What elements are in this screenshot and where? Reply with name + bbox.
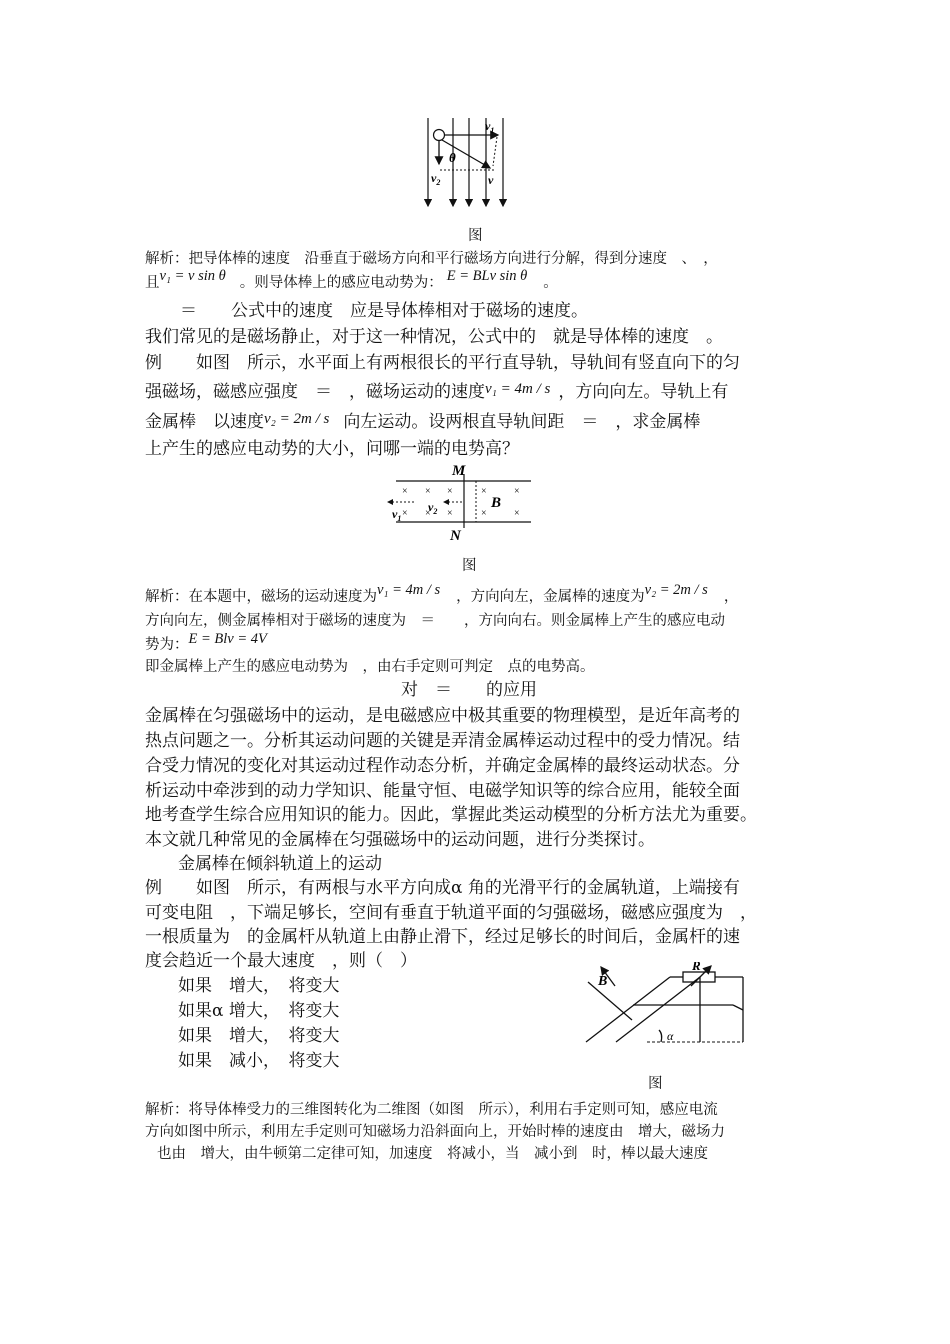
- fig3-B-label: B: [598, 974, 608, 989]
- formula-E-BLvsin: E = BLv sin θ: [446, 268, 528, 284]
- fig1-v1-label: $v_1$: [485, 119, 495, 135]
- fig2-v2-label: $v_2$: [428, 500, 438, 516]
- section-para-line-3: 合受力情况的变化对其运动过程作动态分析，并确定金属棒的最终运动状态。分: [145, 756, 740, 776]
- fig1-v-label: v: [488, 173, 494, 187]
- analysis3-line-3: 也由 增大，由牛顿第二定律可知，加速度 将减小，当 减小到 时，棒以最大速度: [157, 1146, 708, 1162]
- svg-text:×: ×: [447, 508, 453, 519]
- svg-text:×: ×: [425, 508, 431, 519]
- analysis2-line3: 势为：E = Blv = 4V: [145, 631, 267, 653]
- fig2-B-label: B: [491, 495, 502, 511]
- section-subheading: 金属棒在倾斜轨道上的运动: [178, 854, 382, 874]
- example2-line-4: 度会趋近一个最大速度 ，则（ ）: [145, 951, 417, 971]
- analysis2-line2: 方向向左，侧金属棒相对于磁场的速度为 ＝ ，方向向右。则金属棒上产生的感应电动: [145, 613, 725, 629]
- analysis2-line4: 即金属棒上产生的感应电动势为 ，由右手定则可判定 点的电势高。: [145, 659, 595, 675]
- example2-option-A: 如果 增大， 将变大: [178, 976, 340, 996]
- example2-line-3: 一根质量为 的金属杆从轨道上由静止滑下，经过足够长的时间后，金属杆的速: [145, 927, 740, 947]
- fig3-alpha-label: α: [667, 1029, 674, 1043]
- example1-line4: 上产生的感应电动势的大小，问哪一端的电势高？: [145, 439, 519, 459]
- analysis1-line1: 解析：把导体棒的速度 沿垂直于磁场方向和平行磁场方向进行分解，得到分速度 、 ，: [145, 251, 718, 267]
- figure-1-velocity-decomposition: [420, 116, 520, 212]
- example1-line2: 强磁场，磁感应强度 ＝ ，磁场运动的速度v₁ = 4m / s ，方向向左。导轨上有: [145, 381, 729, 402]
- formula-v1-vsin: v₁ = v sin θ: [159, 268, 226, 284]
- section-para-line-1: 金属棒在匀强磁场中的运动，是电磁感应中极其重要的物理模型，是近年高考的: [145, 706, 740, 726]
- analysis2-line1: 解析：在本题中，磁场的运动速度为v₁ = 4m / s ，方向向左，金属棒的速度为v₂ = 2m / s ，: [145, 582, 739, 605]
- fig3-R-label: R: [692, 962, 701, 973]
- fig2-M-label: M: [452, 463, 466, 479]
- section-heading: 对 ＝ 的应用: [401, 680, 537, 700]
- fig2-v1-label: $v_1$: [392, 507, 402, 523]
- svg-text:×: ×: [447, 486, 453, 497]
- section-para-line-5: 地考查学生综合应用知识的能力。因此，掌握此类运动模型的分析方法尤为重要。: [145, 805, 757, 825]
- example2-option-D: 如果 减小， 将变大: [178, 1051, 340, 1071]
- svg-text:×: ×: [402, 486, 408, 497]
- analysis1-line2: 且v₁ = v sin θ 。则导体棒上的感应电动势为： E = BLv sin θ 。: [145, 268, 558, 291]
- svg-text:×: ×: [425, 486, 431, 497]
- example1-line1: 例 如图 所示，水平面上有两根很长的平行直导轨，导轨间有竖直向下的匀: [145, 353, 740, 373]
- section-para-line-4: 析运动中牵涉到的动力学知识、能量守恒、电磁学知识等的综合应用，能较全面: [145, 781, 740, 801]
- example2-line-2: 可变电阻 ，下端足够长，空间有垂直于轨道平面的匀强磁场，磁感应强度为 ，: [145, 903, 757, 923]
- formula-v2-2ms: v₂ = 2m / s: [264, 411, 330, 427]
- fig1-theta-label: θ: [449, 150, 456, 165]
- svg-text:×: ×: [481, 486, 487, 497]
- fig2-N-label: N: [450, 528, 461, 544]
- example2-line-1: 例 如图 所示，有两根与水平方向成α 角的光滑平行的金属轨道，上端接有: [145, 878, 740, 898]
- svg-text:×: ×: [514, 486, 520, 497]
- analysis3-line-2: 方向如图中所示，利用左手定则可知磁场力沿斜面向上，开始时棒的速度由 增大，磁场力: [145, 1124, 725, 1140]
- formula-v1-4ms-b: v₁ = 4m / s: [377, 582, 441, 598]
- svg-text:×: ×: [514, 508, 520, 519]
- example2-option-C: 如果 增大， 将变大: [178, 1026, 340, 1046]
- example1-line3: 金属棒 以速度v₂ = 2m / s 向左运动。设两根直导轨间距 ＝ ，求金属棒: [145, 411, 701, 432]
- figure-3-inclined-rails: [583, 962, 751, 1048]
- section-para-line-2: 热点问题之一。分析其运动问题的关键是弄清金属棒运动过程中的受力情况。结: [145, 731, 740, 751]
- analysis1-line4: 我们常见的是磁场静止，对于这一种情况，公式中的 就是导体棒的速度 。: [145, 327, 723, 347]
- figure-2-rails-magnetic-field: [378, 460, 538, 544]
- figure-3-caption: 图: [648, 1076, 663, 1092]
- figure-2-caption: 图: [462, 558, 477, 574]
- formula-v2-2ms-b: v₂ = 2m / s: [644, 582, 708, 598]
- fig1-v2-label: $v_2$: [431, 171, 441, 187]
- section-para-line-6: 本文就几种常见的金属棒在匀强磁场中的运动问题，进行分类探讨。: [145, 830, 655, 850]
- figure-1-caption: 图: [468, 228, 483, 244]
- analysis3-line-1: 解析：将导体棒受力的三维图转化为二维图（如图 所示），利用右手定则可知，感应电流: [145, 1102, 718, 1118]
- svg-text:×: ×: [481, 508, 487, 519]
- formula-E-Blv-4V: E = Blv = 4V: [188, 631, 267, 647]
- analysis1-line3: ＝ 公式中的速度 应是导体棒相对于磁场的速度。: [180, 301, 588, 321]
- formula-v1-4ms: v₁ = 4m / s: [485, 381, 551, 397]
- example2-option-B: 如果α 增大， 将变大: [178, 1001, 340, 1021]
- svg-text:×: ×: [402, 508, 408, 519]
